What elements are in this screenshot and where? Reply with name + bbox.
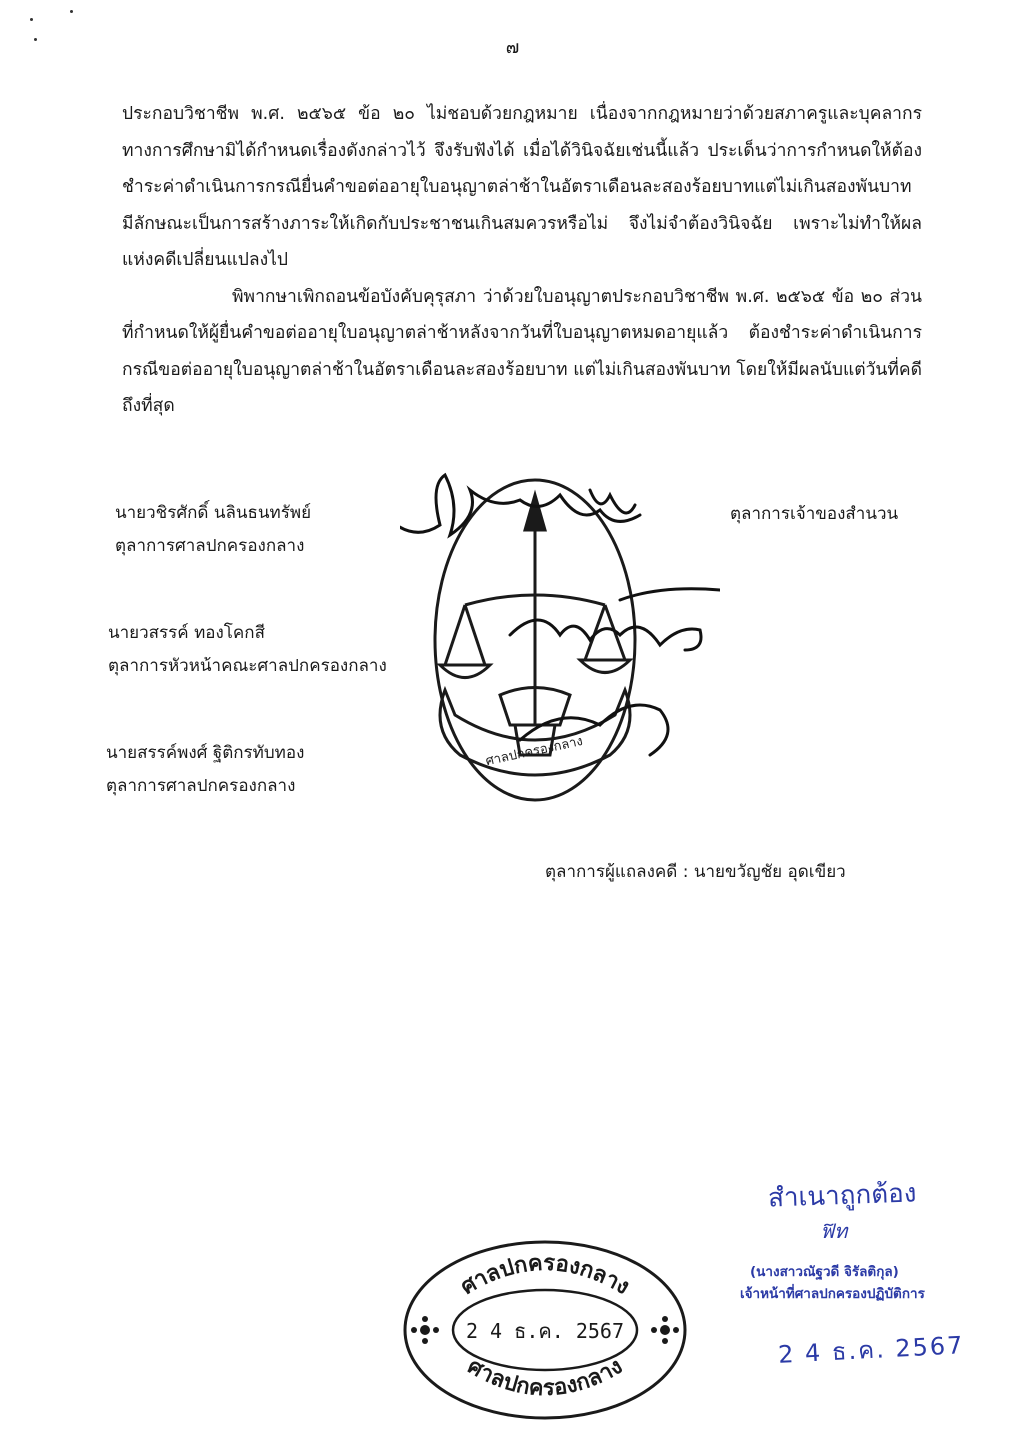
certified-copy-title: สำเนาถูกต้อง [767,1178,917,1214]
judge-name: นายสรรค์พงศ์ ฐิติกรทับทอง [106,743,305,763]
certified-copy-date: 2 4 ธ.ค. 2567 [777,1331,966,1369]
certifier-position: เจ้าหน้าที่ศาลปกครองปฏิบัติการ [740,1286,925,1302]
judge-signature-2 [510,589,720,650]
judge-title: ตุลาการศาลปกครองกลาง [115,536,305,556]
paragraph-reasoning: ประกอบวิชาชีพ พ.ศ. ๒๕๖๕ ข้อ ๒๐ ไม่ชอบด้วยกฎหมาย เนื่องจากกฎหมายว่าด้วยสภาครูและบุคลากรทางการศึกษามิได้กำหนดเรื่องดังกล่าวไว้ จึงรับฟังได้ เมื่อได้วินิจฉัยเช่นนี้แล้ว ประเด็นว่าการกำหนดให้ต้องชำระค่าดำเนินการกรณียื่นคำขอต่ออายุใบอนุญาตล่าช้าในอัตราเดือนละสองร้อยบาทแต่ไม่เกินสองพันบาท มีลักษณะเป็นการสร้างภาระให้เกิดกับประชาชนเกินสมควรหรือไม่ จึงไม่จำต้องวินิจฉัย เพราะไม่ทำให้ผลแห่งคดีเปลี่ยนแปลงไป [122,104,922,270]
stamp-flower-right-icon [651,1316,679,1344]
judge-name: นายวชิรศักดิ์ นลินธนทรัพย์ [115,503,312,523]
judge-block-1 [115,497,311,563]
svg-text:ศาลปกครองกลาง [463,1354,627,1401]
judge-block-3 [106,737,304,803]
owner-judge-title: ตุลาการเจ้าของสำนวน [730,504,899,524]
scale-finial [525,495,545,530]
judge-name: นายวสรรค์ ทองโคกสี [108,623,265,643]
paragraph-verdict: พิพากษาเพิกถอนข้อบังคับคุรุสภา ว่าด้วยใบอนุญาตประกอบวิชาชีพ พ.ศ. ๒๕๖๕ ข้อ ๒๐ ส่วนที่กำหนดให้ผู้ยื่นคำขอต่ออายุใบอนุญาตล่าช้าหลังจากวันที่ใบอนุญาตหมดอายุแล้ว ต้องชำระค่าดำเนินการกรณีขอต่ออายุใบอนุญาตล่าช้าในอัตราเดือนละสองร้อยบาท แต่ไม่เกินสองพันบาท โดยให้มีผลนับแต่วันที่คดีถึงที่สุด [122,286,922,416]
scan-speck [70,10,73,13]
stamp-bottom-text: ศาลปกครองกลาง [463,1353,627,1402]
stamp-flower-left-icon [411,1316,439,1344]
right-pan [580,660,630,673]
stamp-date: 2 4 ธ.ค. 2567 [465,1319,625,1343]
judge-title: ตุลาการหัวหน้าคณะศาลปกครองกลาง [108,656,387,676]
judge-block-2 [108,617,387,683]
scan-speck [30,18,33,21]
svg-text:ศาลปกครองกลาง [457,1251,634,1300]
judgment-body [122,96,922,425]
left-pan [440,665,490,678]
case-reporter: ตุลาการผู้แถลงคดี : นายขวัญชัย อุดเขียว [545,862,846,882]
certifier-name: (นางสาวณัฐวดี จิรัลติกุล) [750,1264,899,1280]
date-stamp [395,1235,695,1425]
court-seal [400,455,720,815]
seal-text: ศาลปกครองกลาง [484,733,585,770]
page-number: ๗ [505,37,520,58]
judge-title: ตุลาการศาลปกครองกลาง [106,776,296,796]
certified-copy-mark: ฟ̃ท [820,1219,848,1243]
stamp-top-text: ศาลปกครองกลาง [456,1250,634,1300]
